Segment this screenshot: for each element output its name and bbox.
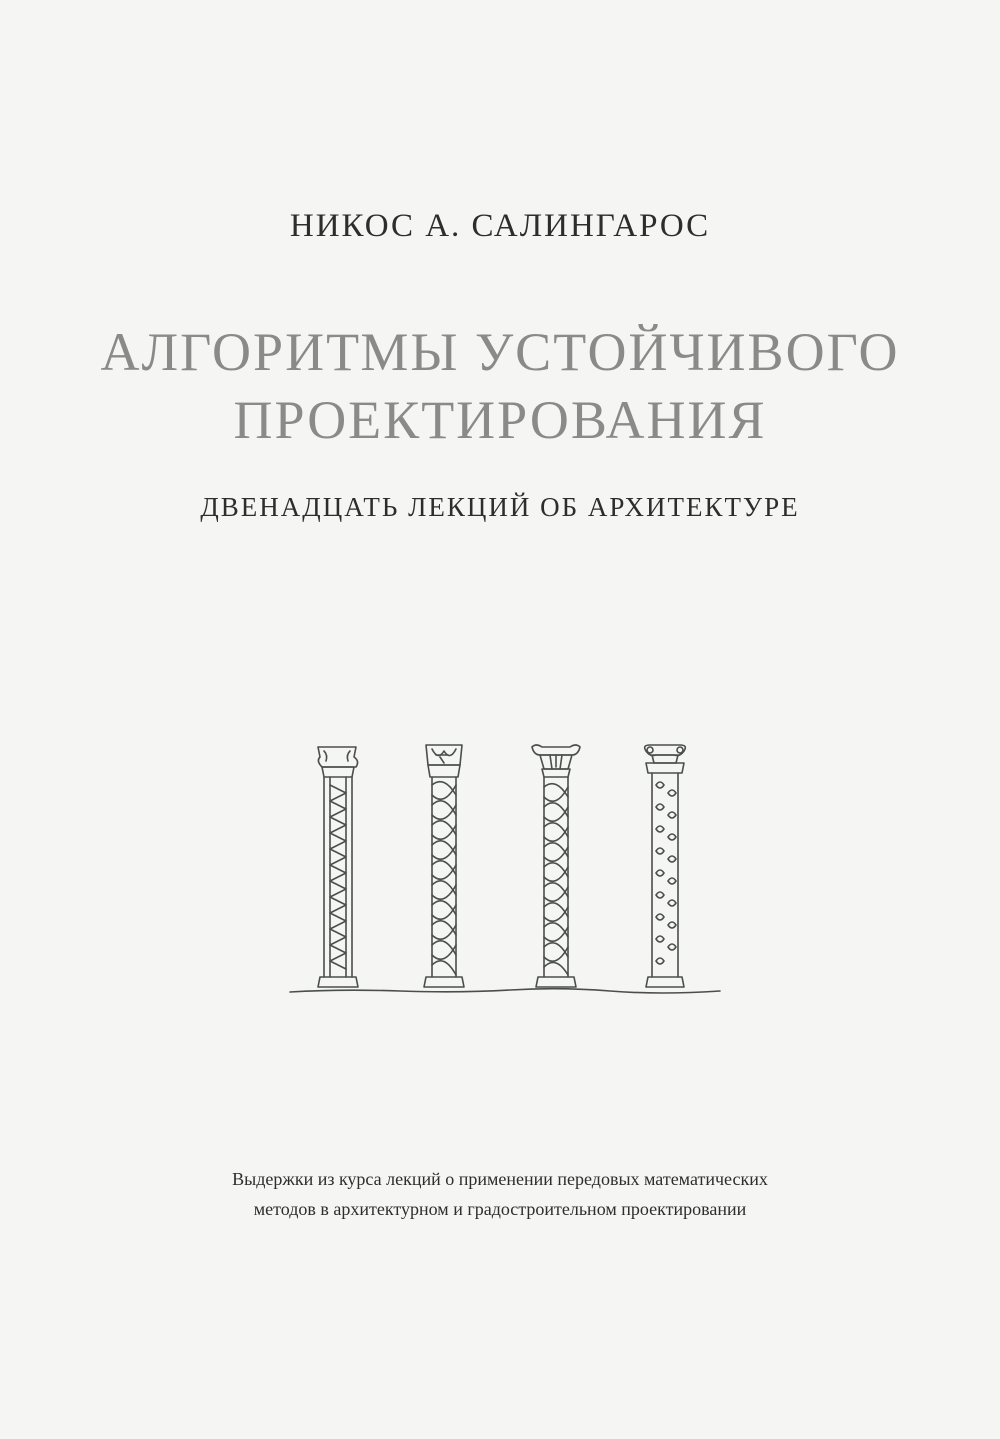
column-3-icon <box>532 745 580 987</box>
column-1-icon <box>318 747 358 987</box>
book-title-line-1: АЛГОРИТМЫ УСТОЙЧИВОГО <box>100 322 900 382</box>
book-subtitle: ДВЕНАДЦАТЬ ЛЕКЦИЙ ОБ АРХИТЕКТУРЕ <box>200 492 800 522</box>
book-title-line-2: ПРОЕКТИРОВАНИЯ <box>233 390 767 450</box>
book-title <box>0 318 1000 454</box>
column-2-icon <box>424 745 464 987</box>
ground-line <box>290 989 720 993</box>
column-4-icon <box>645 745 686 987</box>
four-columns-sketch-icon <box>280 735 730 1005</box>
book-description <box>0 1164 1000 1224</box>
book-description-line-2: методов в архитектурном и градостроительном проектировании <box>253 1199 747 1219</box>
book-description-line-1: Выдержки из курса лекций о применении передовых математических <box>232 1169 768 1189</box>
author-name: НИКОС А. САЛИНГАРОС <box>289 208 711 244</box>
